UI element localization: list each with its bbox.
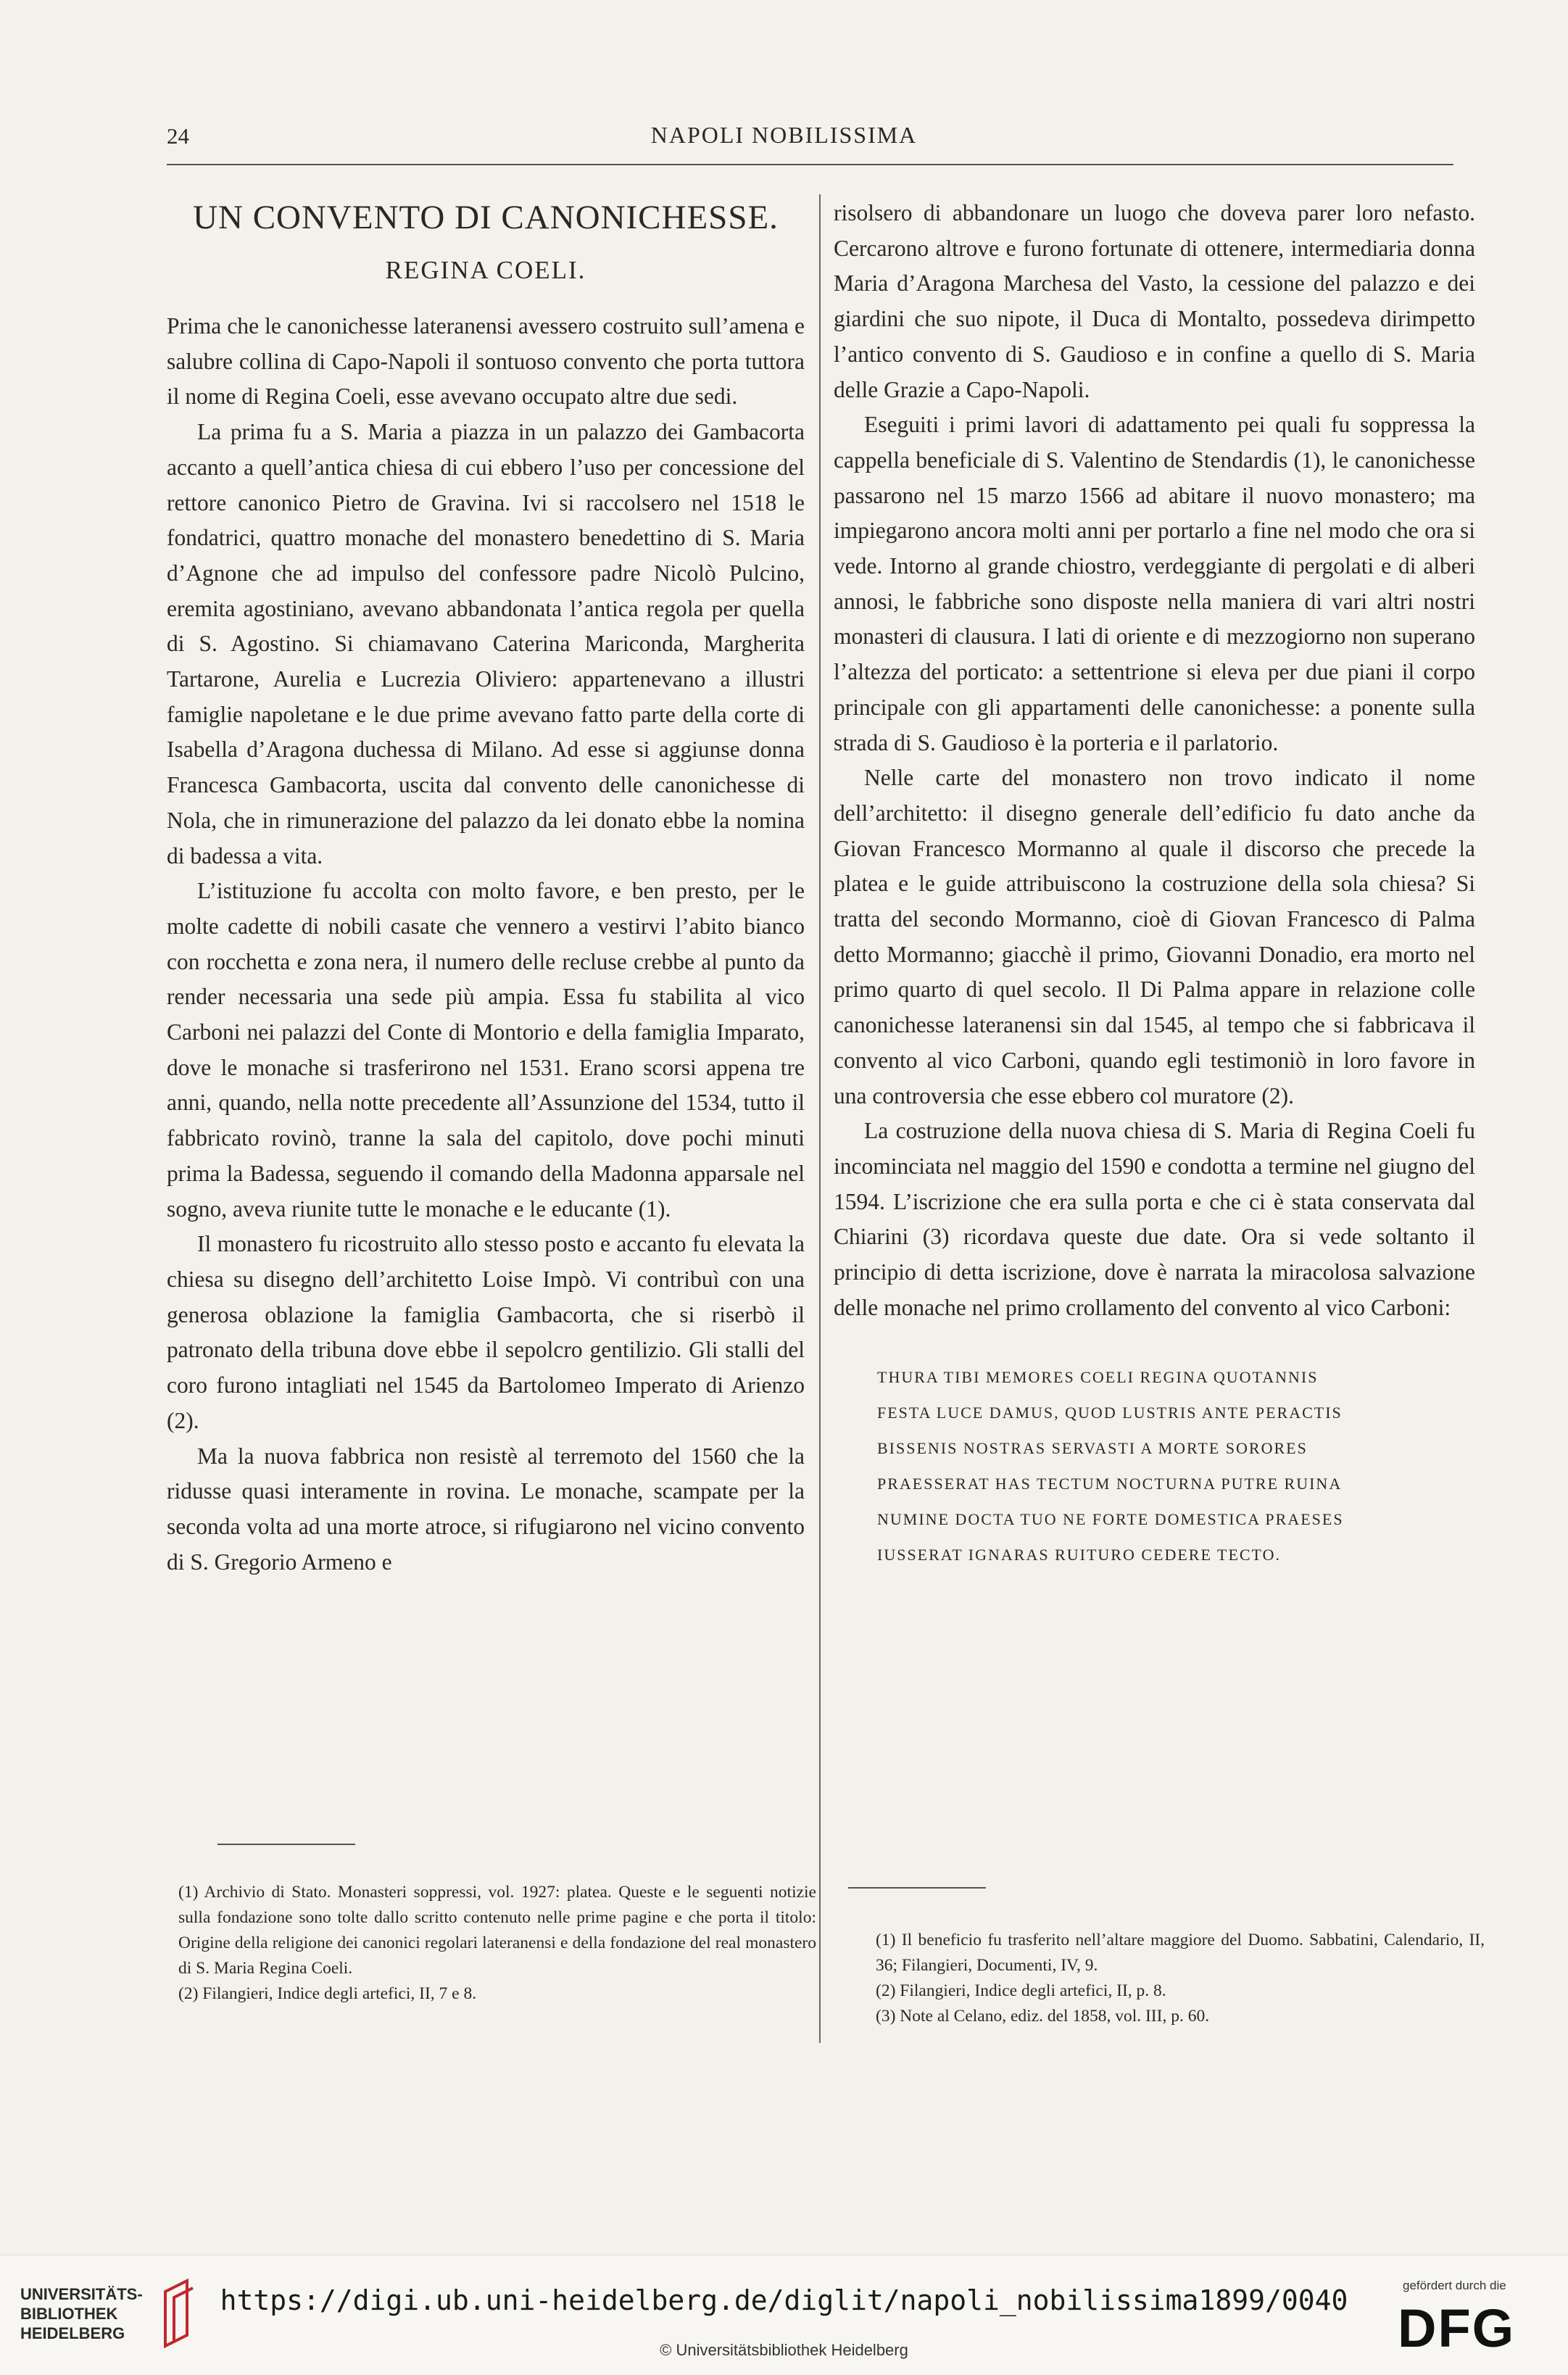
footnote: (1) Archivio di Stato. Monasteri soppressi, vol. 1927: platea. Queste e le seguenti notizie sulla fondazione sono tolte dallo scritto contenuto nelle prime pagine e che porta il titolo: Origine della religione dei canonici regolari lateranensi e della fondazione del real monastero di S. Maria Regina Coeli.	[178, 1883, 816, 1978]
footnote: (1) Il beneficio fu trasferito nell’altare maggiore del Duomo. Sabbatini, Calendario, II, 36; Filangieri, Documenti, IV, 9.	[876, 1931, 1485, 1975]
inscription-line: NUMINE DOCTA TUO NE FORTE DOMESTICA PRAESES	[877, 1509, 1344, 1528]
footnote: (3) Note al Celano, ediz. del 1858, vol. III, p. 60.	[876, 2007, 1210, 2026]
page-number: 24	[167, 123, 189, 149]
footnote: (2) Filangieri, Indice degli artefici, II, 7 e 8.	[178, 1984, 477, 2003]
paragraph: La costruzione della nuova chiesa di S. Maria di Regina Coeli fu incominciata nel maggio del 1590 e condotta a termine nel giugno del 1594. L’iscrizione che era sulla porta e che ci è stata conservata dal Chiarini (3) ricordava queste due date. Ora si vede soltanto il principio di detta iscrizione, dove è narrata la miracolosa salvazione delle monache nel primo crollamento del convento al vico Carboni:	[834, 1118, 1475, 1320]
library-logo: UNIVERSITÄTS- BIBLIOTHEK HEIDELBERG	[20, 2285, 143, 2342]
paragraph: risolsero di abbandonare un luogo che doveva parer loro nefasto. Cercarono altrove e furono fortunate di ottenere, intermediaria donna Maria d’Aragona Marchesa del Vasto, la cessione del palazzo e dei giardini che suo nipote, il Duca di Montalto, possedeva dirimpetto l’antico convento di S. Gaudioso e in confine a quello di S. Maria delle Grazie a Capo-Napoli.	[834, 200, 1475, 402]
copyright-notice: © Universitätsbibliothek Heidelberg	[660, 2341, 908, 2359]
article-title: UN CONVENTO DI CANONICHESSE.	[193, 199, 779, 236]
inscription-line: BISSENIS NOSTRAS SERVASTI A MORTE SORORES	[877, 1438, 1308, 1457]
inscription-line: FESTA LUCE DAMUS, QUOD LUSTRIS ANTE PERACTIS	[877, 1403, 1343, 1422]
right-column	[834, 196, 1475, 1572]
paragraph: La prima fu a S. Maria a piazza in un palazzo dei Gambacorta accanto a quell’antica chiesa di cui ebbero l’uso per concessione del rettore canonico Pietro de Gravina. Ivi si raccolsero nel 1518 le fondatrici, quattro monache del monastero benedettino di S. Maria d’Agnone che ad impulso del confessore padre Nicolò Pulcino, eremita agostiniano, avevano abbandonata l’antica regola per quella di S. Agostino. Si chiamavano Caterina Mariconda, Margherita Tartarone, Aurelia e Lucrezia Oliviero: appartenevano a illustri famiglie napoletane e le due prime avevano fatto parte della corte di Isabella d’Aragona duchessa di Milano. Ad esse si aggiunse donna Francesca Gambacorta, uscita dal convento delle canonichesse di Nola, che in rimunerazione del palazzo da lei donato ebbe la nomina di badessa a vita.	[167, 419, 805, 869]
inscription-line: THURA TIBI MEMORES COELI REGINA QUOTANNIS	[877, 1367, 1319, 1386]
dfg-logo: DFG	[1398, 2298, 1516, 2358]
footnotes-right	[876, 1928, 1485, 2029]
column-rule	[819, 194, 821, 2043]
digital-url-link[interactable]: https://digi.ub.uni-heidelberg.de/diglit/napoli_nobilissima1899/0040	[220, 2284, 1348, 2316]
paragraph: Il monastero fu ricostruito allo stesso posto e accanto fu elevata la chiesa su disegno dell’architetto Loise Impò. Vi contribuì con una generosa oblazione la famiglia Gambacorta, che si riserbò il patronato della tribuna dove ebbe il sepolcro gentilizio. Gli stalli del coro furono intagliati nel 1545 da Bartolomeo Imperato di Arienzo (2).	[167, 1231, 805, 1433]
footnote-rule-right	[848, 1887, 986, 1889]
header-rule	[167, 164, 1453, 165]
paragraph: Ma la nuova fabbrica non resistè al terremoto del 1560 che la ridusse quasi interamente in rovina. Le monache, scampate per la seconda volta ad una morte atroce, si rifugiarono nel vicino convento di S. Gregorio Armeno e	[167, 1443, 805, 1575]
paragraph: Nelle carte del monastero non trovo indicato il nome dell’architetto: il disegno generale dell’edificio fu dato anche da Giovan Francesco Mormanno al quale il discorso che precede la platea e le guide attribuiscono la costruzione della sola chiesa? Si tratta del secondo Mormanno, cioè di Giovan Francesco di Palma detto Mormanno; giacchè il primo, Giovanni Donadio, era morto nel primo quarto di quel secolo. Il Di Palma appare in relazione colle canonichesse lateranensi sin dal 1545, al tempo che si fabbricava il convento al vico Carboni, quando egli testimoniò in loro favore in una controversia che esse ebbero col muratore (2).	[834, 765, 1475, 1108]
inscription-line: PRAESSERAT HAS TECTUM NOCTURNA PUTRE RUINA	[877, 1474, 1343, 1493]
inscription-line: IUSSERAT IGNARAS RUITURO CEDERE TECTO.	[877, 1545, 1281, 1564]
article-subtitle: REGINA COELI.	[385, 256, 586, 284]
footnotes-left	[178, 1880, 816, 2007]
running-title: NAPOLI NOBILISSIMA	[650, 122, 918, 148]
sponsor-caption: gefördert durch die	[1403, 2279, 1506, 2292]
paragraph: L’istituzione fu accolta con molto favore, e ben presto, per le molte cadette di nobili casate che vennero a vestirvi l’abito bianco con rocchetta e zona nera, il numero delle recluse crebbe al punto da render necessaria una sede più ampia. Essa fu stabilita al vico Carboni nei palazzi del Conte di Montorio e della famiglia Imparato, dove le monache si trasferirono nel 1531. Erano scorsi appena tre anni, quando, nella notte precedente all’Assunzione del 1534, tutto il fabbricato rovinò, tranne la sala del capitolo, dove pochi minuti prima la Badessa, seguendo il comando della Madonna apparsale nel sogno, aveva riunite tutte le monache e le educante (1).	[167, 878, 805, 1222]
digitization-footer	[0, 2255, 1568, 2375]
paragraph: Prima che le canonichesse lateranensi avessero costruito sull’amena e salubre collina di Capo-Napoli il sontuoso convento che porta tuttora il nome di Regina Coeli, esse avevano occupato altre due sedi.	[167, 313, 805, 410]
paragraph: Eseguiti i primi lavori di adattamento pei quali fu soppressa la cappella beneficiale di S. Valentino de Stendardis (1), le canonichesse passarono nel 15 marzo 1566 ad abitare il nuovo monastero; ma impiegarono ancora molti anni per portarlo a fine nel modo che ora si vede. Intorno al grande chiostro, verdeggiante di pergolati e di alberi annosi, le fabbriche sono disposte nella maniera di vari altri nostri monasteri di clausura. I lati di oriente e di mezzogiorno non superano l’altezza del porticato: a settentrione si eleva per due piani il corpo principale con gli appartamenti delle canonichesse: a ponente sulla strada di S. Gaudioso è la porteria e il parlatorio.	[834, 412, 1475, 755]
latin-inscription	[877, 1359, 1475, 1572]
left-column	[167, 196, 805, 1580]
footnote-rule-left	[217, 1844, 355, 1845]
footnote: (2) Filangieri, Indice degli artefici, II, p. 8.	[876, 1981, 1166, 2000]
